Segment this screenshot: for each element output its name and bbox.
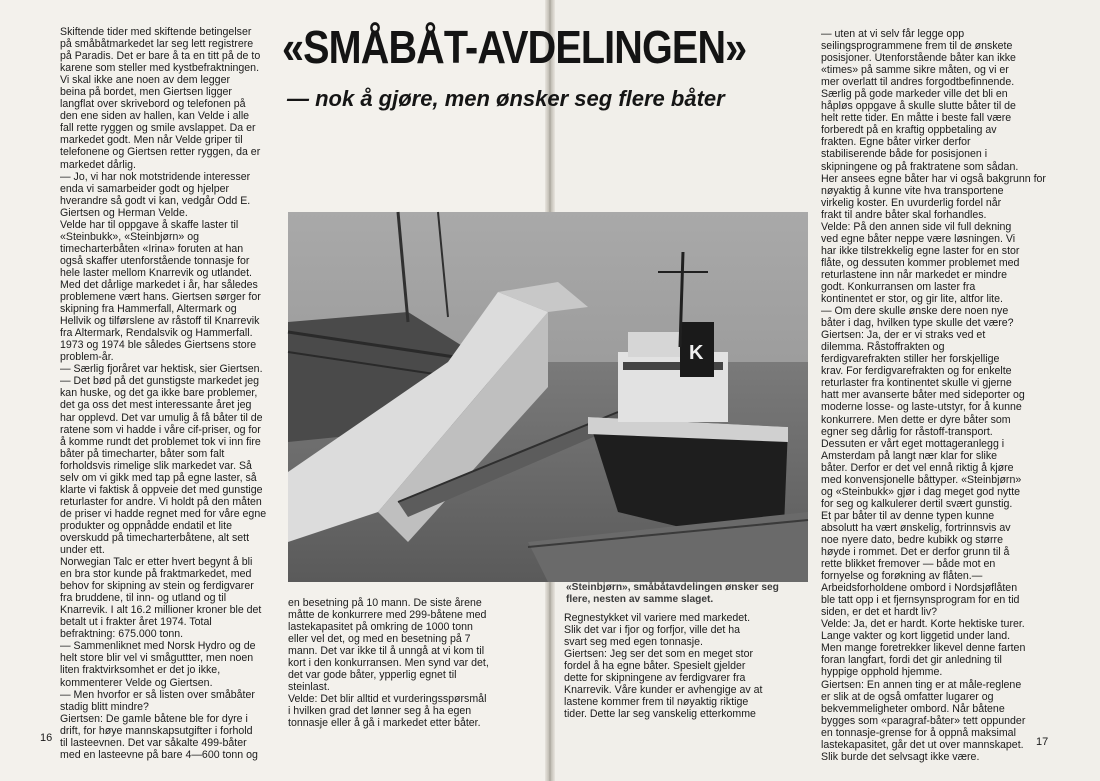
- headline: «SMÅBÅT-AVDELINGEN»: [282, 21, 747, 73]
- article-column-2: en besetning på 10 mann. De siste årene måtte de konkurrere med 299-båtene med lastekapasitet på omkring de 1000 tonn eller vel det, og med en besetning på 7 mann. Det var ikke til å unngå at vi kom til kort i den konkurransen. Men synd var det, det var gode båter, ypperlig egnet til steinlast. Velde: Det blir alltid et vurderingsspørsmål i hvilken grad det lønner seg å ha egen tonnasje eller å gå i markedet etter båter.: [288, 597, 489, 730]
- article-column-4: — uten at vi selv får legge opp seilingsprogrammene frem til de ønskete posisjoner. Utenforstående båter kan ikke «times» på samme sikre måten, og vi er mer overlatt til andres forgodtbefinnende. Særlig på gode markeder ville det bli en håpløs oppgave å skulle slutte båter til de helt rette tider. En måtte i beste fall være forberedt på en kraftig oppbetaling av frakten. Egne båter virker derfor stabiliserende både for posisjonen i skipningene og på fraktratene som sådan. Her ansees egne båter har vi også bakgrunn for nøyaktig å kunne vite hva transportene virkelig koster. En uvurderlig fordel når frakt til andre båter skal forhandles. Velde: På den annen side vil full dekning ved egne båter neppe være løsningen. Vi har ikke tilstrekkelig egne laster for en stor flåte, og dessuten kommer problemet med returlastene inn når markedet er mindre godt. Konkurransen om laster fra kontinentet er stor, og gir lite, altfor lite. — Om dere skulle ønske dere noen nye båter i dag, hvilken type skulle det være? Giertsen: Ja, der er vi straks ved et dilemma. Råstoffrakten og ferdigvarefrakten stiller her forskjellige krav. For ferdigvarefrakten og for enkelte returlaster fra kontinentet skulle vi gjerne hatt mer avanserte båter med sideporter og moderne losse- og laste-utstyr, for å kunne konkurrere. Men dette er dyre båter som egner seg dårlig for råstoff-transport. Dessuten er vårt eget mottageranlegg i Amsterdam på langt nær klar for slike båter. Derfor er det vel ennå riktig å kjøre med konvensjonelle båttyper. «Steinbjørn» og «Steinbukk» gjør i dag meget god nytte for seg og kalkulerer dertil svært gunstig. Et par båter til av denne typen kunne absolutt ha vært ønskelig, fortrinnsvis av noe nyere dato, bedre kubikk og større høyde i rommet. Det er derfor grunn til å rette blikket fremover — både mot en fornyelse og forøkning av flåten.— Arbeidsforholdene ombord i Nordsjøflåten ble tatt opp i et fjernsynsprogram for en tid siden, er det et hardt liv? Velde: Ja, det er hardt. Korte hektiske turer. Lange vakter og kort liggetid under land. Men mange foretrekker likevel denne farten foran langfart, fordi det gir anledning til hyppige opphold hjemme. Giertsen: En annen ting er at måle-reglene er slik at de også omfatter lugarer og bekvemmeligheter ombord. Når båtene bygges som «paragraf-båter» tett oppunder en tonnasje-grense for å oppnå maksimal lastekapasitet, går det ut over mannskapet. Slik burde det selvsagt ikke være.: [821, 28, 1046, 763]
- photo-caption: «Steinbjørn», småbåtavdelingen ønsker seg flere, nesten av samme slaget.: [566, 582, 779, 605]
- article-column-1: Skiftende tider med skiftende betingelser på småbåtmarkedet lar seg lett registrere på Paradis. Det er bare å ta en titt på de to karene som steller med kystbefraktningen. Vi skal ikke ane noen av dem legger beina på bordet, men Giertsen ligger langflat over skrivebord og telefonen på den ene siden av hallen, kan Velde i alle fall rette ryggen og smile avslappet. Da er markedet godt. Men når Velde griper til telefonene og Giertsen retter ryggen, da er markedet dårlig. — Jo, vi har nok motstridende interesser enda vi samarbeider godt og hjelper hverandre så godt vi kan, vedgår Odd E. Giertsen og Herman Velde. Velde har til oppgave å skaffe laster til «Steinbukk», «Steinbjørn» og timecharterbåten «Irina» foruten at han også skaffer utenforstående tonnasje for hele laster mellom Knarrevik og utlandet. Med det dårlige markedet i år, har således problemene vært hans. Giertsen sørger for skipning fra Hammerfall, Altermark og Hellvik og tilførslene av råstoff til Knarrevik fra Altermark, Rendalsvik og Hammerfall. 1973 og 1974 ble således Giertsens store problem-år. — Særlig fjoråret var hektisk, sier Giertsen. — Det bød på det gunstigste markedet jeg kan huske, og det ga ikke bare problemer, det ga oss det mest interessante året jeg har opplevd. Det var umulig å få båter til de ratene som vi hadde i våre cif-priser, og for å komme rundt det problemet tok vi inn fire båter på timecharter, båter som falt forholdsvis rimelige slik markedet var. Så selv om vi gikk med tap på egne laster, så klarte vi faktisk å oppveie det med gunstige returlaster for andre. Vi holdt på den måten de priser vi hadde regnet med for våre egne produkter og oppnådde endatil et lite overskudd på timecharterbåtene, alt sett under ett. Norwegian Talc er etter hvert begynt å bli en bra stor kunde på fraktmarkedet, med behov for skipning av stein og ferdigvarer fra bruddene, til inn- og utland og til Knarrevik. I alt 16.2 millioner kroner ble det betalt ut i frakter året 1974. Total befraktning: 675.000 tonn. — Sammenliknet med Norsk Hydro og de helt store blir vel vi småguttter, men noen liten fraktvirksomhet er det jo ikke, kommenterer Velde og Giertsen. — Men hvorfor er så listen over småbåter stadig blitt mindre? Giertsen: De gamle båtene ble for dyre i drift, for høye mannskapsutgifter i forhold til lasteevnen. Det var såkalte 499-båter med en lasteevne på bare 4—600 tonn og: [60, 26, 267, 761]
- svg-text:K: K: [689, 342, 704, 364]
- subheadline: — nok å gjøre, men ønsker seg flere båter: [287, 86, 725, 111]
- page-number-right: 17: [1036, 736, 1049, 748]
- article-column-3: Regnestykket vil variere med markedet. Slik det var i fjor og forfjor, ville det ha svart seg med egen tonnasje. Giertsen: Jeg ser det som en meget stor fordel å ha egne båter. Spesielt gjelder dette for skipningene av ferdigvarer fra Knarrevik. Våre kunder er avhengige av at lastene kommer frem til nøyaktig riktige tider. Dette lar seg vanskelig etterkomme: [564, 612, 763, 721]
- ship-photo: [288, 212, 808, 582]
- ship-photo-image: [288, 212, 808, 582]
- page-number-left: 16: [40, 732, 53, 744]
